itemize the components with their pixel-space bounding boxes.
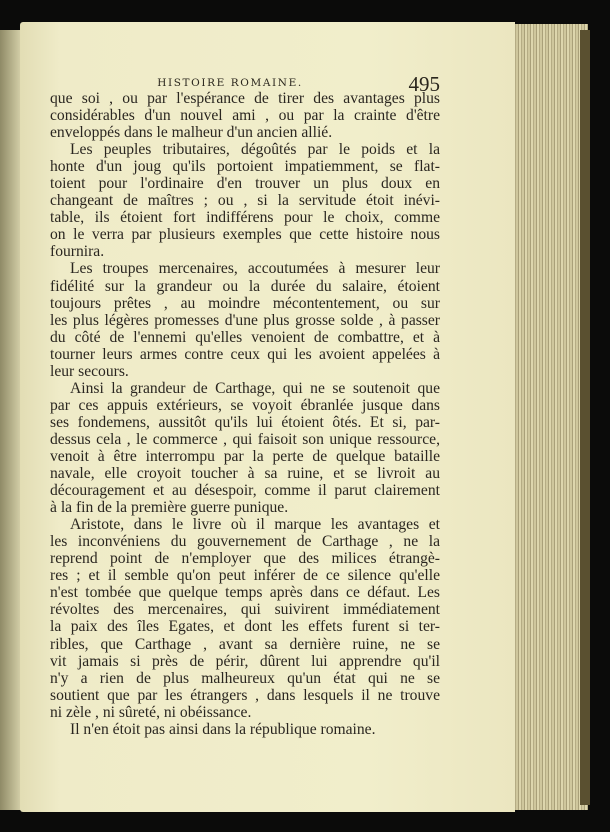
text-line: n'y a rien de plus malheureux qu'un état qui ne se — [50, 669, 440, 687]
text-line: considérables d'un nouvel ami , ou par la crainte d'être — [50, 107, 440, 125]
text-line: Aristote, dans le livre où il marque les avantages et — [70, 516, 440, 534]
text-line: ni zèle , ni sûreté, ni obéissance. — [50, 703, 252, 721]
text-line: Il n'en étoit pas ainsi dans la république romaine. — [70, 720, 376, 738]
text-line: soutient que par les étrangers , dans lesquels il ne trouve — [50, 686, 440, 704]
paragraph — [50, 90, 440, 141]
text-line: découragement et au désespoir, comme il parut clairement — [50, 482, 440, 500]
page-number: 495 — [408, 72, 440, 96]
text-line: tourner leurs armes contre ceux qui les avoient appelées à — [50, 345, 440, 363]
page-edges — [510, 24, 588, 810]
text-line: Les troupes mercenaires, accoutumées à mesurer leur — [70, 260, 440, 278]
text-line: la paix des îles Egates, et dont les effets furent si ter- — [50, 618, 440, 636]
paragraph — [50, 721, 440, 738]
running-title: HISTOIRE ROMAINE. — [157, 77, 303, 89]
text-line: ses fondemens, aussitôt qu'ils lui étoient ôtés. Et si, par- — [50, 413, 440, 431]
text-line: ribles, que Carthage , avant sa dernière ruine, ne se — [50, 635, 440, 653]
facing-page-edge — [0, 30, 22, 810]
text-line: dessus cela , le commerce , qui faisoit son unique ressource, — [50, 430, 440, 448]
text-line: fidélité sur la grandeur ou la durée du salaire, étoient — [50, 277, 440, 295]
text-line: changeant de maîtres ; ou , si la servitude étoit inévi- — [50, 192, 440, 210]
text-line: vit jamais si près de périr, dûrent lui apprendre qu'il — [50, 652, 440, 670]
text-line: on le verra par plusieurs exemples que cette histoire nous — [50, 226, 440, 244]
text-line: leur secours. — [50, 362, 129, 380]
text-line: du côté de l'ennemi qu'elles venoient de combattre, et à — [50, 328, 440, 346]
text-line: toient pour l'ordinaire d'en trouver un plus doux en — [50, 175, 440, 193]
text-line: que soi , ou par l'espérance de tirer des avantages plus — [50, 90, 440, 107]
book-cover-edge — [580, 30, 590, 805]
text-line: reprend point de n'employer que des milices étrangè- — [50, 550, 440, 568]
text-line: table, ils étoient fort indifférens pour le choix, comme — [50, 209, 440, 227]
paragraph — [50, 380, 440, 516]
text-line: les inconvéniens du gouvernement de Carthage , ne la — [50, 533, 440, 551]
text-line: fournira. — [50, 243, 105, 261]
text-line: toujours prêtes , au moindre mécontentement, ou sur — [50, 294, 440, 312]
text-line: venoit à être interrompu par la perte de quelque bataille — [50, 447, 440, 465]
text-line: les plus légères promesses d'une plus grosse solde , à passer — [50, 311, 440, 329]
text-line: n'est tombée que quelque temps après dans ce défaut. Les — [50, 584, 440, 602]
text-line: révoltes des mercenaires, qui suivirent immédiatement — [50, 601, 440, 619]
text-line: honte d'un joug qu'ils portoient impatiemment, se flat- — [50, 158, 440, 176]
paragraph — [50, 516, 440, 721]
text-line: Les peuples tributaires, dégoûtés par le poids et la — [70, 141, 440, 159]
text-line: navale, elle croyoit toucher à sa ruine, et se livroit au — [50, 465, 440, 483]
text-line: enveloppés dans le malheur d'un ancien allié. — [50, 124, 333, 142]
text-line: à la fin de la première guerre punique. — [50, 499, 289, 517]
text-line: par ces appuis extérieurs, se voyoit ébranlée jusque dans — [50, 396, 440, 414]
paragraph — [50, 260, 440, 379]
body-text — [50, 90, 440, 738]
paragraph — [50, 141, 440, 260]
text-line: res ; et il semble qu'on peut inférer de ce silence qu'elle — [50, 567, 440, 585]
text-line: Ainsi la grandeur de Carthage, qui ne se soutenoit que — [70, 379, 440, 397]
